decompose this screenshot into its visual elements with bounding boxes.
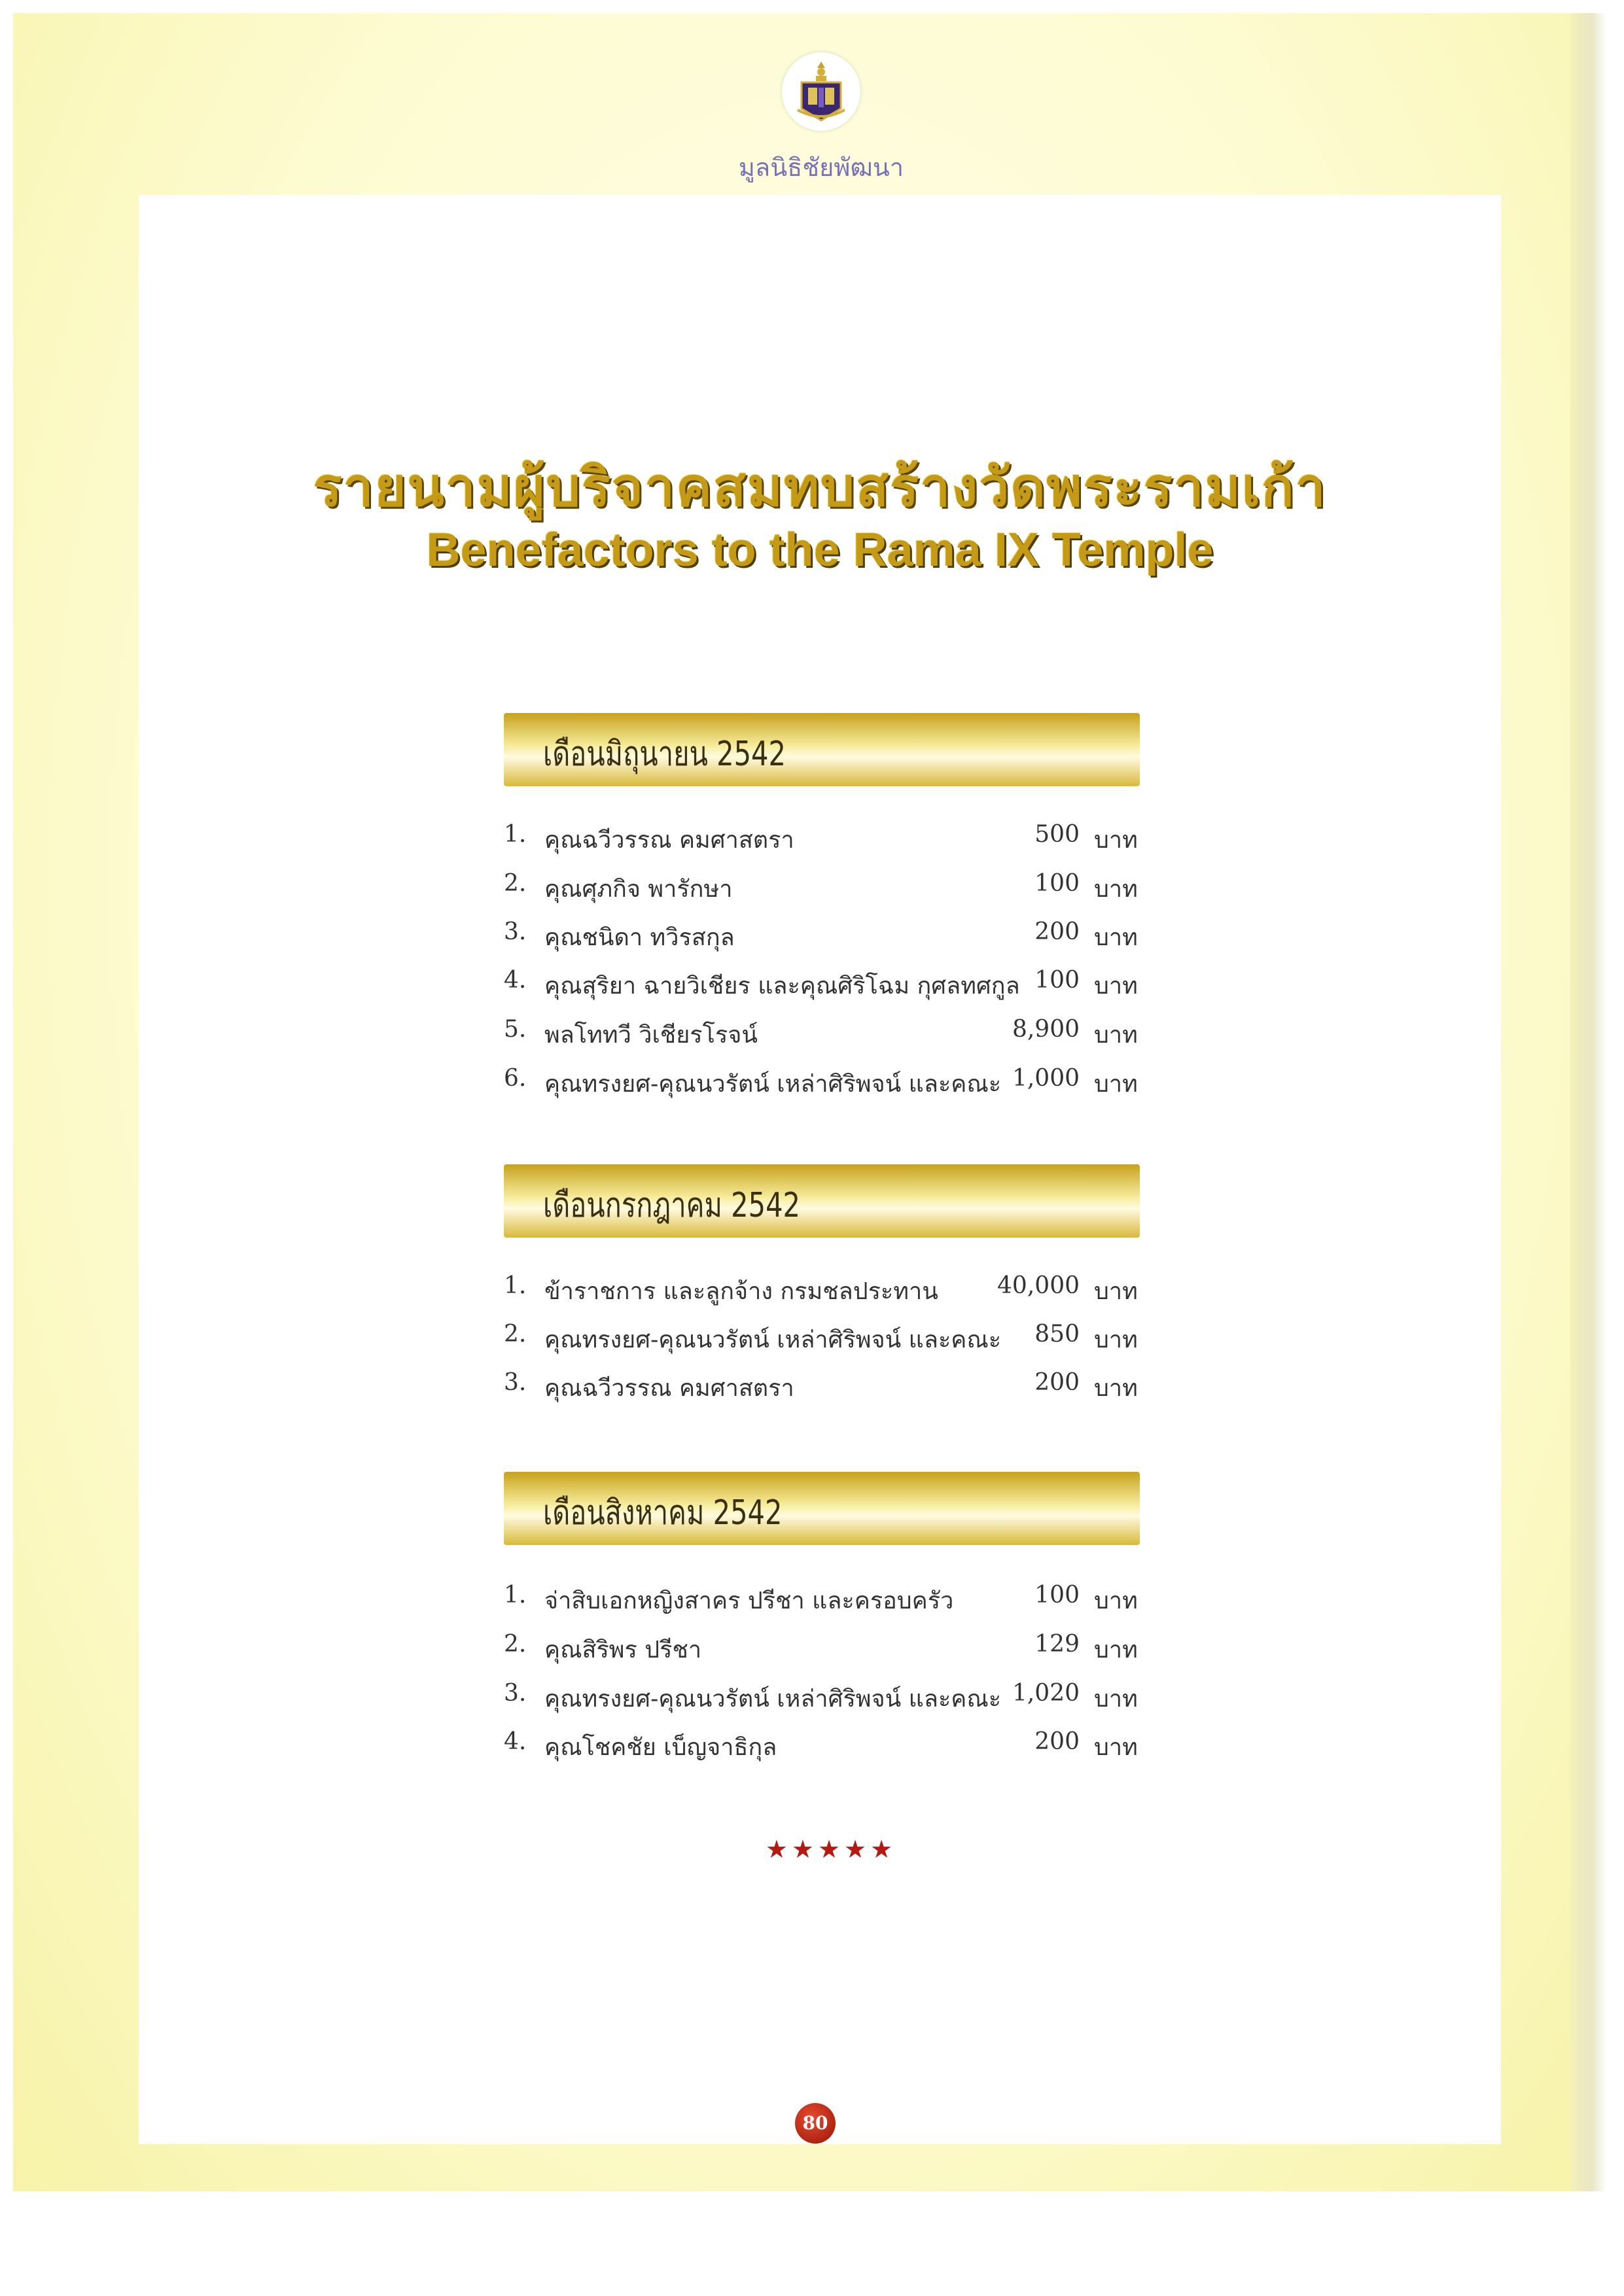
currency-unit: บาท — [1094, 876, 1138, 903]
donor-number: 1. — [504, 1272, 527, 1299]
donor-amount: 100 — [1034, 1582, 1080, 1609]
donor-name: คุณทรงยศ-คุณนวรัตน์ เหล่าศิริพจน์ และคณะ — [544, 1071, 1002, 1098]
donor-row — [504, 821, 1140, 860]
month-label: เดือนสิงหาคม 2542 — [543, 1493, 783, 1533]
donor-amount: 200 — [1034, 918, 1080, 945]
donor-number: 2. — [504, 1631, 527, 1658]
donor-number: 3. — [504, 918, 527, 945]
donor-number: 3. — [504, 1369, 527, 1396]
donor-row — [504, 1631, 1140, 1670]
month-label: เดือนกรกฎาคม 2542 — [543, 1186, 801, 1225]
donor-name: คุณฉวีวรรณ คมศาสตรา — [544, 1375, 794, 1402]
month-header-august — [504, 1472, 1140, 1545]
donor-row — [504, 967, 1140, 1006]
donor-amount: 200 — [1034, 1728, 1080, 1755]
currency-unit: บาท — [1094, 973, 1138, 1000]
donor-number: 4. — [504, 967, 527, 994]
donor-number: 5. — [504, 1016, 527, 1043]
donor-name: คุณทรงยศ-คุณนวรัตน์ เหล่าศิริพจน์ และคณะ — [544, 1686, 1002, 1713]
currency-unit: บาท — [1094, 1637, 1138, 1663]
currency-unit: บาท — [1094, 827, 1138, 854]
donor-name: คุณชนิดา ทวิรสกุล — [544, 924, 735, 951]
donor-name: คุณสุริยา ฉายวิเชียร และคุณศิริโฉม กุศลทศกูล — [544, 973, 1020, 1000]
donor-amount: 1,020 — [1012, 1680, 1080, 1707]
donor-number: 1. — [504, 821, 527, 848]
donor-number: 1. — [504, 1582, 527, 1609]
foundation-logo — [782, 52, 860, 144]
currency-unit: บาท — [1094, 1734, 1138, 1761]
donor-amount: 8,900 — [1012, 1016, 1080, 1043]
currency-unit: บาท — [1094, 1327, 1138, 1353]
crest-icon — [782, 52, 860, 131]
donor-number: 6. — [504, 1065, 527, 1092]
donor-name: คุณทรงยศ-คุณนวรัตน์ เหล่าศิริพจน์ และคณะ — [544, 1327, 1002, 1353]
donor-amount: 200 — [1034, 1369, 1080, 1396]
donor-number: 2. — [504, 870, 527, 897]
donor-row — [504, 1728, 1140, 1767]
donor-name: คุณฉวีวรรณ คมศาสตรา — [544, 827, 794, 854]
donor-row — [504, 1582, 1140, 1621]
donor-row — [504, 1016, 1140, 1055]
donor-row — [504, 1065, 1140, 1104]
currency-unit: บาท — [1094, 1022, 1138, 1049]
donor-amount: 129 — [1034, 1631, 1080, 1658]
donor-amount: 500 — [1034, 821, 1080, 848]
currency-unit: บาท — [1094, 924, 1138, 951]
donor-row — [504, 870, 1140, 909]
donor-name: จ่าสิบเอกหญิงสาคร ปรีชา และครอบครัว — [544, 1588, 954, 1614]
donor-amount: 850 — [1034, 1321, 1080, 1348]
page-title-thai: รายนามผู้บริจาคสมทบสร้างวัดพระรามเก้า — [313, 457, 1327, 519]
star-divider: ★★★★★ — [765, 1835, 897, 1864]
currency-unit: บาท — [1094, 1588, 1138, 1614]
page-title-english: Benefactors to the Rama IX Temple — [426, 524, 1214, 576]
currency-unit: บาท — [1094, 1278, 1138, 1305]
donor-number: 2. — [504, 1321, 527, 1348]
donor-name: คุณสิริพร ปรีชา — [544, 1637, 702, 1663]
donor-number: 4. — [504, 1728, 527, 1755]
donor-number: 3. — [504, 1680, 527, 1707]
month-header-july — [504, 1164, 1140, 1238]
donor-row — [504, 1272, 1140, 1312]
donor-amount: 100 — [1034, 870, 1080, 897]
donor-row — [504, 1321, 1140, 1360]
donor-row — [504, 1369, 1140, 1408]
donor-name: พลโททวี วิเชียรโรจน์ — [544, 1022, 758, 1049]
page-number: 80 — [795, 2103, 836, 2144]
donor-amount: 100 — [1034, 967, 1080, 994]
month-header-june — [504, 713, 1140, 786]
donor-row — [504, 1680, 1140, 1719]
currency-unit: บาท — [1094, 1686, 1138, 1713]
foundation-name: มูลนิธิชัยพัฒนา — [738, 153, 904, 182]
donor-name: คุณศุภกิจ พารักษา — [544, 876, 733, 903]
month-label: เดือนมิถุนายน 2542 — [543, 735, 786, 774]
donor-name: คุณโชคชัย เบ็ญจาธิกุล — [544, 1734, 777, 1761]
donor-amount: 1,000 — [1012, 1065, 1080, 1092]
currency-unit: บาท — [1094, 1071, 1138, 1098]
donor-amount: 40,000 — [997, 1272, 1080, 1299]
donor-row — [504, 918, 1140, 958]
page-edge — [1570, 13, 1606, 2191]
currency-unit: บาท — [1094, 1375, 1138, 1402]
donor-name: ข้าราชการ และลูกจ้าง กรมชลประทาน — [544, 1278, 938, 1305]
